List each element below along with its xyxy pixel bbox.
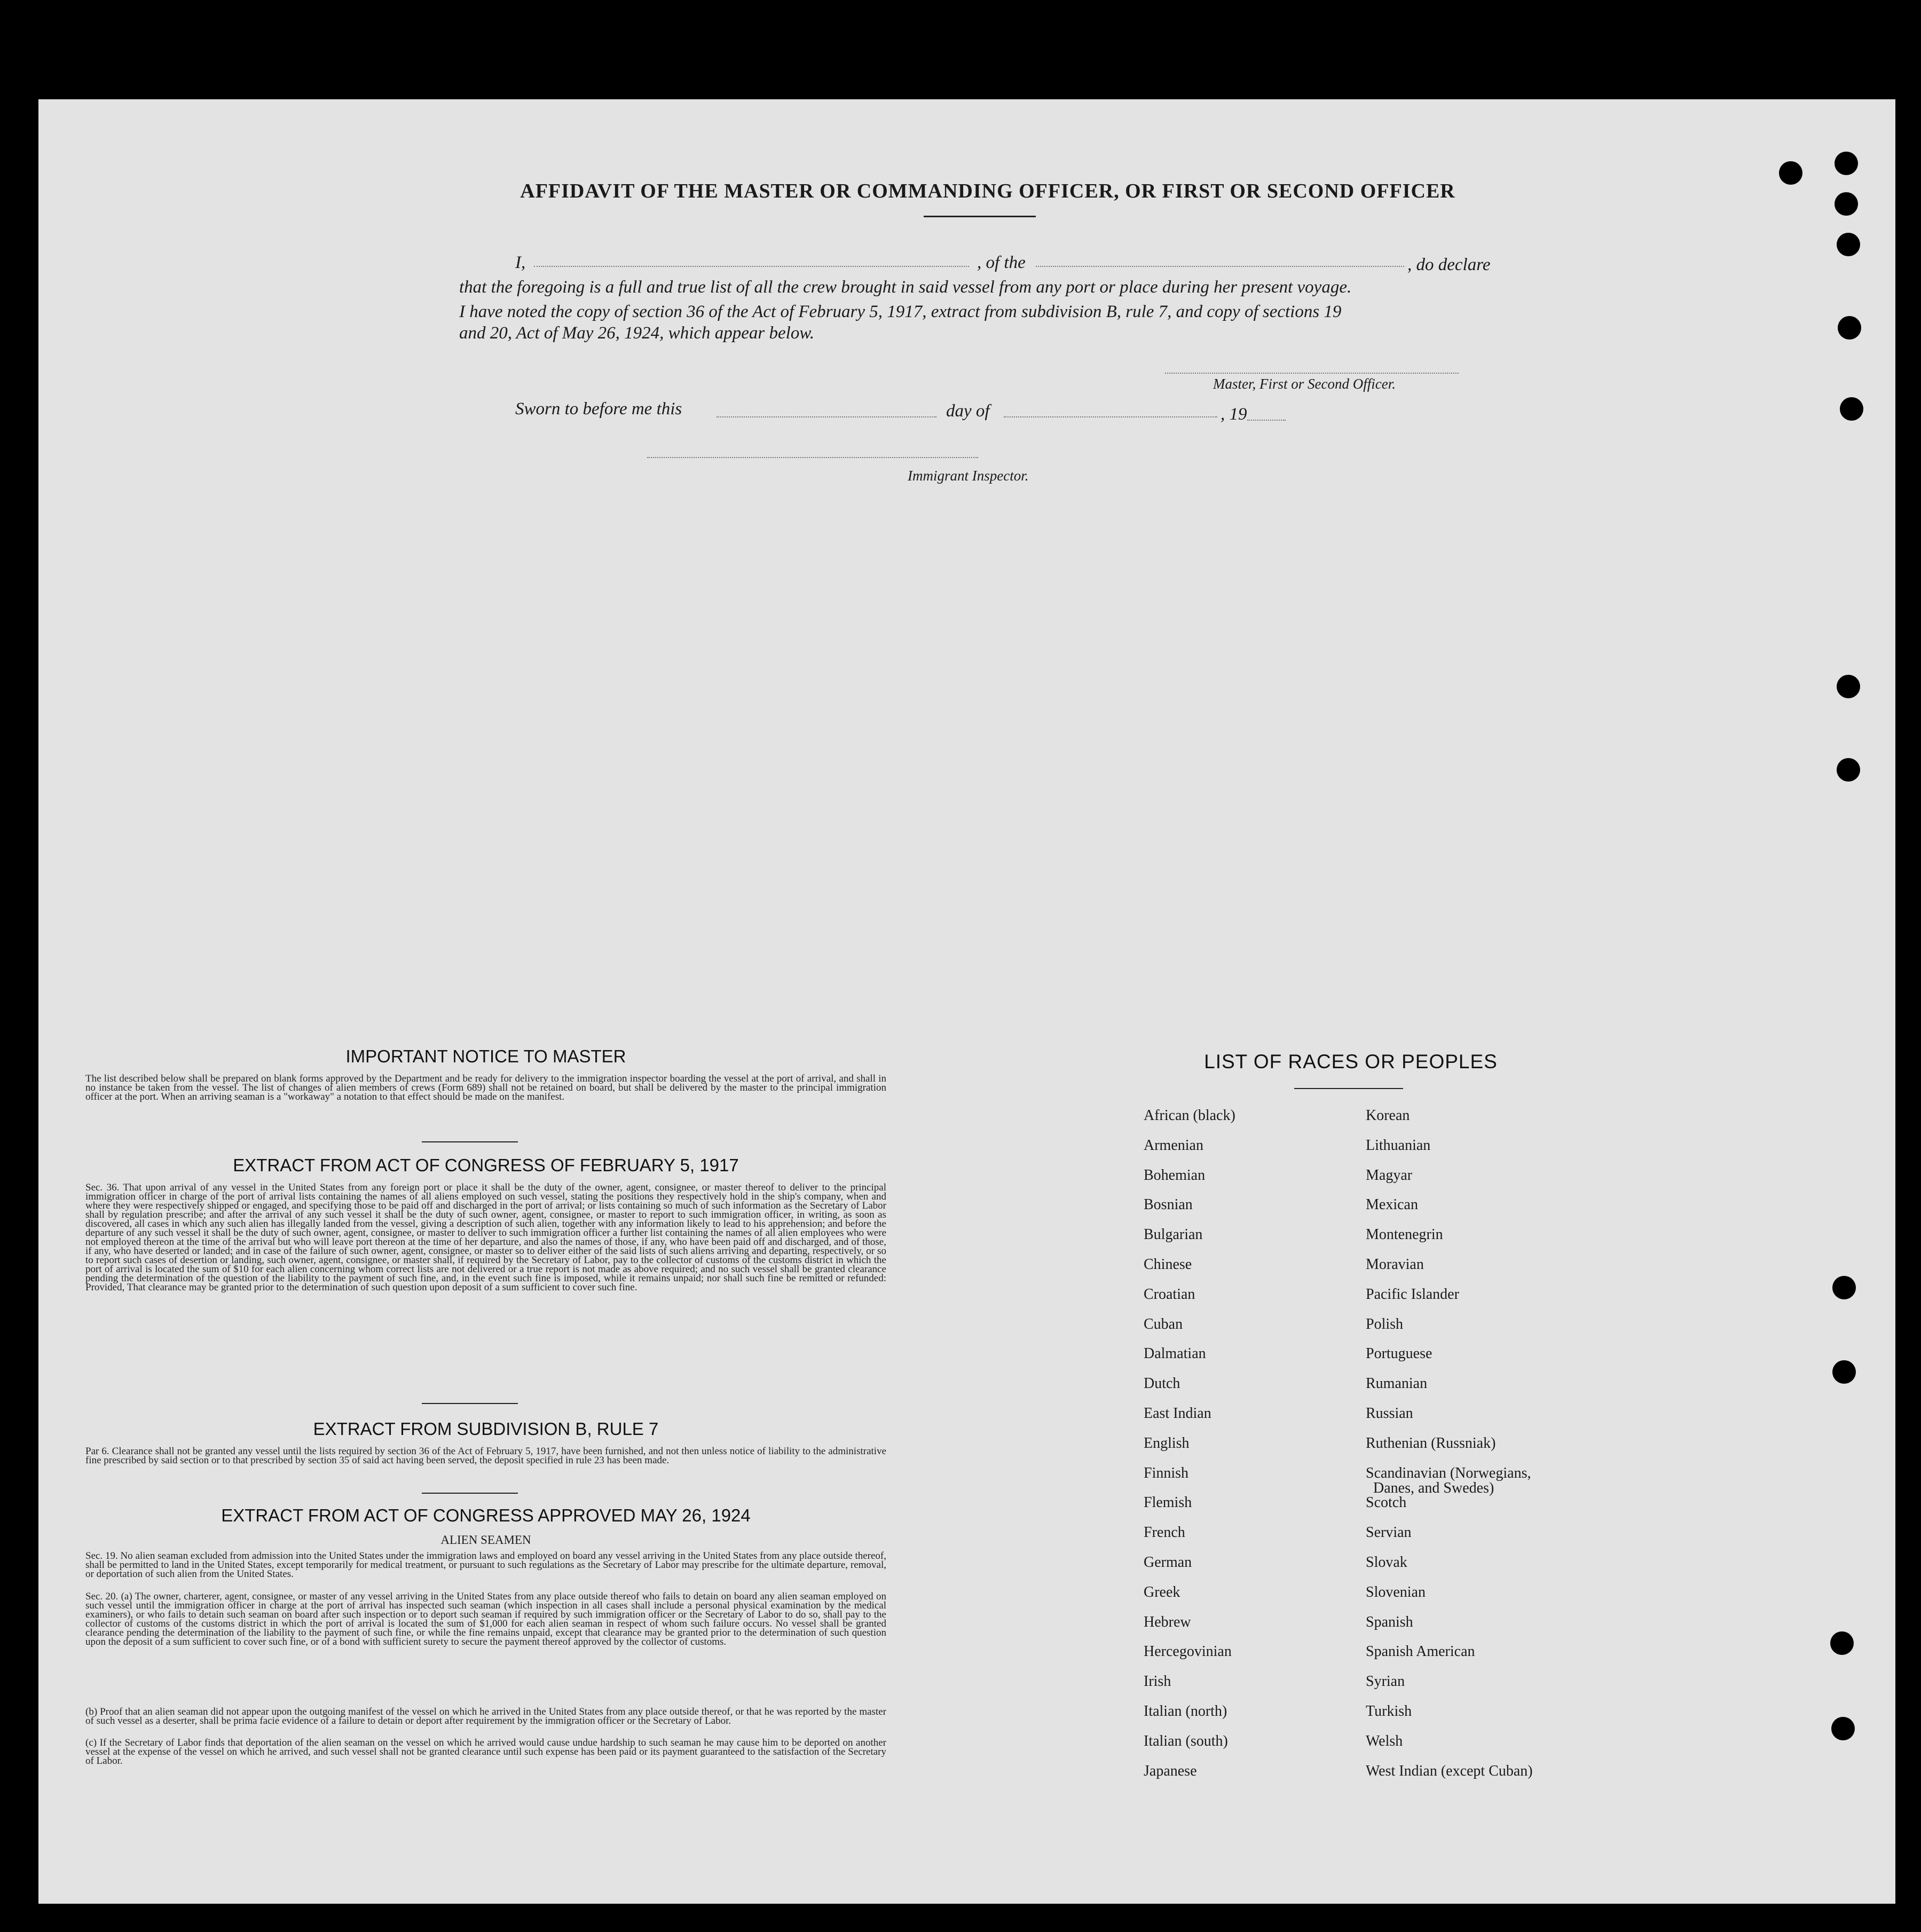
race-item: Hebrew: [1144, 1613, 1191, 1630]
race-item: Servian: [1366, 1524, 1412, 1541]
punch-hole: [1838, 316, 1861, 340]
inspector-caption: Immigrant Inspector.: [908, 468, 1029, 484]
race-item: Pacific Islander: [1366, 1286, 1459, 1303]
race-item: Moravian: [1366, 1256, 1424, 1273]
race-item: Bosnian: [1144, 1196, 1193, 1213]
race-item: Syrian: [1366, 1673, 1405, 1690]
rule-7-body: Par 6. Clearance shall not be granted any vessel until the lists required by section 36 of the Act of February 5, 1917, have been furnished, and not then unless notice of liability to the administrative fine prescribed by said section or to that prescribed by section 35 of said act having been served, the deposit specified in rule 23 has been made.: [85, 1446, 886, 1466]
sworn-month-blank[interactable]: [1004, 416, 1217, 417]
race-item: Greek: [1144, 1583, 1180, 1600]
race-item: Dutch: [1144, 1375, 1180, 1392]
sec-20a-body: Sec. 20. (a) The owner, charterer, agent, consignee, or master of any vessel arriving in the United States from any place outside thereof who fails to detain on board any alien seaman employed on such vessel until the immigration officer in charge at the port of arrival has inspected such seaman (which inspection in all cases shall include a personal physical examination by the medical examiners), or who fails to detain such seaman on board after such inspection or to deport such seaman if required by such immigration officer or the Secretary of Labor to do so, shall pay to the collector of customs of the customs district in which the port of arrival is located the sum of $1,000 for each alien seaman in respect of whom such failure occurs. No vessel shall be granted clearance pending the determination of the liability to the payment of such fine, or while the fine remains unpaid, except that clearance may be granted prior to the determination of such question upon the deposit of a sum sufficient to cover such fine, or of a bond with sufficient surety to secure the payment thereof approved by the collector of customs.: [85, 1591, 886, 1647]
races-heading: LIST OF RACES OR PEOPLES: [1204, 1051, 1498, 1073]
race-item: Scotch: [1366, 1494, 1407, 1511]
race-item: West Indian (except Cuban): [1366, 1762, 1533, 1779]
race-item: Dalmatian: [1144, 1345, 1206, 1362]
day-of-label: day of: [946, 401, 990, 421]
race-item: East Indian: [1144, 1405, 1211, 1422]
race-item: Armenian: [1144, 1137, 1203, 1154]
race-item: Irish: [1144, 1673, 1171, 1690]
punch-hole: [1837, 233, 1860, 256]
race-item: Mexican: [1366, 1196, 1418, 1213]
race-item: Polish: [1366, 1315, 1404, 1332]
vessel-blank[interactable]: [1036, 266, 1404, 267]
race-item: Italian (south): [1144, 1732, 1228, 1749]
race-item: English: [1144, 1434, 1190, 1452]
alien-seamen-subheading: ALIEN SEAMEN: [440, 1533, 531, 1547]
punch-hole: [1832, 1360, 1856, 1384]
punch-hole: [1835, 152, 1858, 175]
race-item: Magyar: [1366, 1166, 1413, 1184]
year-blank[interactable]: [1247, 420, 1286, 421]
race-item-continuation: Danes, and Swedes): [1373, 1480, 1494, 1496]
race-item: Croatian: [1144, 1286, 1195, 1303]
race-item: Korean: [1366, 1107, 1410, 1124]
sworn-day-blank[interactable]: [717, 416, 936, 417]
affidavit-title: AFFIDAVIT OF THE MASTER OR COMMANDING OFFICER, OR FIRST OR SECOND OFFICER: [520, 180, 1455, 202]
affidavit-line-4: and 20, Act of May 26, 1924, which appear below.: [459, 324, 815, 343]
race-item: Italian (north): [1144, 1703, 1227, 1720]
race-item: Russian: [1366, 1405, 1413, 1422]
race-item: Welsh: [1366, 1732, 1403, 1749]
sec-20c-body: (c) If the Secretary of Labor finds that deportation of the alien seaman on the vessel on which he arrived would cause undue hardship to such seaman he may cause him to be deported on another vessel at the expense of the vessel on which he arrived, and such vessel shall not be granted clearance until such expense has been paid or its payment guaranteed to the satisfaction of the Secretary of Labor.: [85, 1737, 886, 1767]
punch-hole: [1830, 1631, 1854, 1655]
race-item: Bulgarian: [1144, 1226, 1203, 1243]
race-item: Ruthenian (Russniak): [1366, 1434, 1496, 1452]
punch-hole: [1832, 1276, 1856, 1299]
sworn-label: Sworn to before me this: [515, 399, 682, 419]
year-label: , 19: [1221, 405, 1247, 424]
race-item: Flemish: [1144, 1494, 1192, 1511]
notice-body: The list described below shall be prepared on blank forms approved by the Department and be ready for delivery to the immigration inspector boarding the vessel at the port of arrival, and shall in no instance be taken from the vessel. The list of changes of alien members of crews (Form 689) shall not be retained on board, but shall be delivered by the master to the principal immigration officer at the port. When an arriving seaman is a "workaway" a notation to that effect should be made on the manifest.: [85, 1073, 886, 1102]
extract-1917-body: Sec. 36. That upon arrival of any vessel in the United States from any foreign port or place it shall be the duty of the owner, agent, consignee, or master thereof to deliver to the principal immigration officer in charge of the port of arrival lists containing the names of all aliens employed on such vessel, stating the positions they respectively hold in the ship's company, when and where they were respectively shipped or engaged, and specifying those to be paid off and discharged in the port of arrival; or lists containing so much of such information as the Secretary of Labor shall by regulation prescribe; and after the arrival of any such vessel it shall be the duty of such owner, agent, consignee, or master to report to such immigration officer, in writing, as soon as discovered, all cases in which any such alien has illegally landed from the vessel, giving a description of such alien, together with any information likely to lead to his apprehension; and before the departure of any such vessel it shall be the duty of such owner, agent, consignee, or master to deliver to such immigration officer a further list containing the names of all alien employees who were not employed thereon at the time of the arrival but who will leave port thereon at the time of her departure, and also the names of those, if any, who have been paid off and discharged, and of those, if any, who have deserted or landed; and in case of the failure of such owner, agent, consignee, or master so to deliver either of the said lists of such aliens arriving and departing, respectively, or so to report such cases of desertion or landing, such owner, agent, consignee, or master shall, if required by the Secretary of Labor, pay to the collector of customs of the customs district in which the port of arrival is located the sum of $10 for each alien concerning whom correct lists are not delivered or a true report is not made as above required; and no such vessel shall be granted clearance pending the determination of the question of the liability to the payment of such fine, and, in the event such fine is imposed, while it remains unpaid; nor shall such fine be remitted or refunded: Provided, That clearance may be granted prior to the determination of such question upon deposit of a sum sufficient to cover such fine.: [85, 1182, 886, 1293]
affidavit-do-declare: , do declare: [1407, 255, 1491, 274]
race-item: Finnish: [1144, 1464, 1189, 1481]
affidavit-line-2: that the foregoing is a full and true list of all the crew brought in said vessel from any port or place during her present voyage.: [459, 278, 1352, 297]
race-item: Hercegovinian: [1144, 1643, 1232, 1660]
divider: [422, 1493, 518, 1494]
divider: [422, 1403, 518, 1404]
race-item: African (black): [1144, 1107, 1235, 1124]
inspector-signature-line[interactable]: [647, 457, 978, 458]
race-item: Lithuanian: [1366, 1137, 1431, 1154]
race-item: Chinese: [1144, 1256, 1192, 1273]
race-item: Cuban: [1144, 1315, 1183, 1332]
races-divider: [1294, 1088, 1403, 1089]
race-item: German: [1144, 1554, 1192, 1571]
race-item: Bohemian: [1144, 1166, 1206, 1184]
race-item: Spanish: [1366, 1613, 1413, 1630]
punch-hole: [1837, 675, 1860, 698]
race-item: Turkish: [1366, 1703, 1412, 1720]
punch-hole: [1831, 1717, 1855, 1740]
race-item: Slovak: [1366, 1554, 1407, 1571]
punch-hole: [1837, 758, 1860, 782]
race-item: Rumanian: [1366, 1375, 1428, 1392]
notice-heading: IMPORTANT NOTICE TO MASTER: [345, 1046, 626, 1066]
affidavit-of-the: , of the: [977, 253, 1026, 272]
sec-20b-body: (b) Proof that an alien seaman did not appear upon the outgoing manifest of the vessel on which he arrived in the United States from any place outside thereof, or that he was reported by the master of such vessel as a deserter, shall be prima facie evidence of a failure to detain or deport after requirement by the immigration officer or the Secretary of Labor.: [85, 1706, 886, 1726]
affidavit-i-label: I,: [515, 253, 526, 272]
race-item: Montenegrin: [1366, 1226, 1443, 1243]
punch-hole: [1835, 192, 1858, 216]
affidavit-line-3: I have noted the copy of section 36 of the Act of February 5, 1917, extract from subdivision B, rule 7, and copy of sections 19: [459, 302, 1342, 321]
master-caption: Master, First or Second Officer.: [1213, 376, 1396, 392]
race-item: Slovenian: [1366, 1583, 1426, 1600]
punch-hole: [1840, 397, 1863, 421]
divider: [422, 1141, 518, 1142]
master-signature-line[interactable]: [1165, 373, 1459, 374]
race-item: Portuguese: [1366, 1345, 1432, 1362]
extract-1917-heading: EXTRACT FROM ACT OF CONGRESS OF FEBRUARY 5, 1917: [233, 1155, 739, 1175]
race-item: Japanese: [1144, 1762, 1197, 1779]
punch-hole: [1779, 161, 1802, 185]
extract-1924-heading: EXTRACT FROM ACT OF CONGRESS APPROVED MAY 26, 1924: [221, 1505, 751, 1525]
title-underline: [924, 216, 1036, 217]
rule-7-heading: EXTRACT FROM SUBDIVISION B, RULE 7: [313, 1419, 659, 1439]
race-item: Spanish American: [1366, 1643, 1475, 1660]
name-blank[interactable]: [534, 266, 969, 267]
race-item: French: [1144, 1524, 1185, 1541]
sec-19-body: Sec. 19. No alien seaman excluded from admission into the United States under the immigration laws and employed on board any vessel arriving in the United States from any place outside thereof, shall be permitted to land in the United States, except temporarily for medical treatment, or pursuant to such regulations as the Secretary of Labor may prescribe for the ultimate departure, removal, or deportation of such alien from the United States.: [85, 1550, 886, 1580]
race-item: Scandinavian (Norwegians,: [1366, 1464, 1531, 1481]
